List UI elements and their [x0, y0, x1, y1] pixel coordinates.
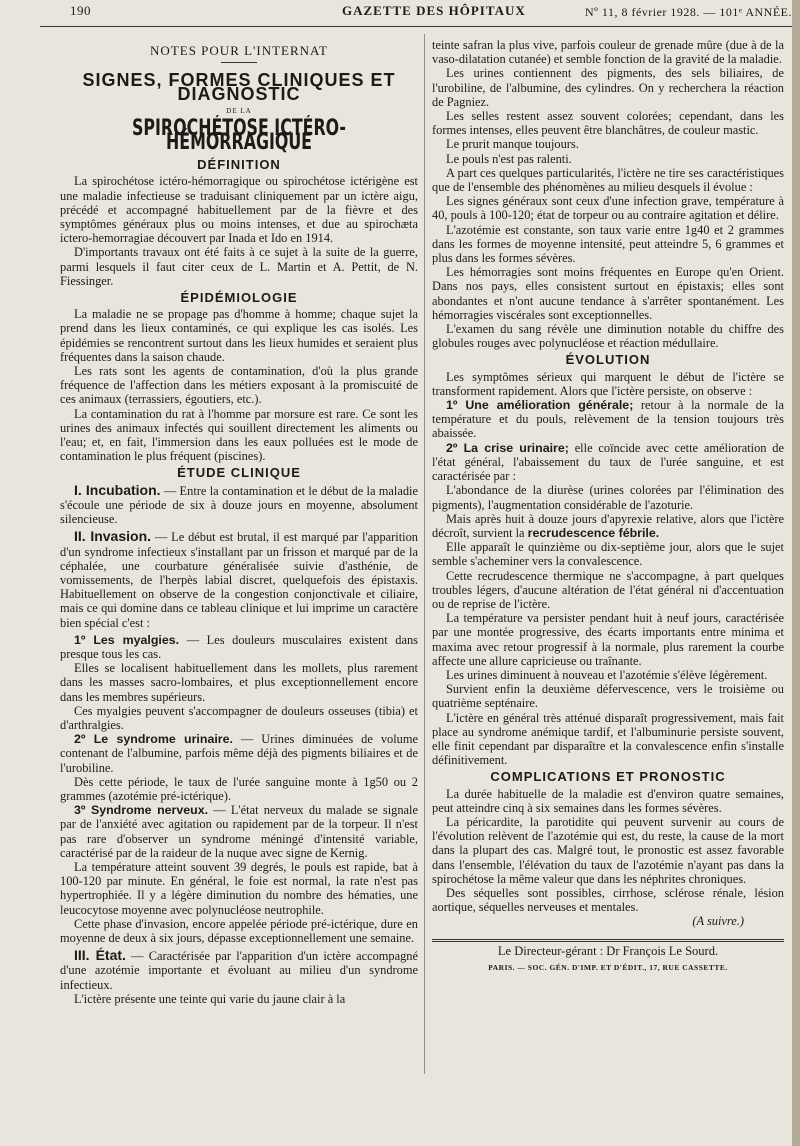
- paragraph: La température atteint souvent 39 degrés, le pouls est rapide, bat à 100-120 par minute. En général, le foie est normal, la rate n'est pas hypertrophiée. Il y a légère diminution du nombre des hématies, une leucocytose moyenne avec polynucléose neutrophile.: [60, 859, 418, 917]
- paragraph: L'ictère présente une teinte qui varie du jaune clair à la: [74, 991, 346, 1006]
- paragraph-amelioration: [432, 398, 784, 441]
- subhead-recrudescence: recrudescence fébrile.: [527, 525, 660, 540]
- paragraph: A part ces quelques particularités, l'ictère ne tire ses caractéristiques que de l'ensemble des phénomènes au milieu desquels il évolue :: [432, 165, 784, 195]
- article-title: SIGNES, FORMES CLINIQUES ET DIAGNOSTIC: [82, 70, 396, 105]
- paragraph: Le prurit manque toujours.: [446, 137, 579, 152]
- paragraph: La contamination du rat à l'homme par morsure est rare. Ce sont les urines des animaux infectés qui souillent directement les aliments ou l'eau; et, en fait, l'immersion dans les eaux polluées est le mode de contamination le plus fréquent (piscines).: [60, 406, 418, 464]
- paragraph: L'abondance de la diurèse (urines colorées par l'élimination des pigments), l'augmentation considérable de l'azoturie.: [432, 483, 784, 512]
- paragraph-text: — Les douleurs musculaires existent dans presque tous les cas.: [60, 632, 418, 661]
- paragraph: Cette recrudescence thermique ne s'accompagne, à part quelques troubles légers, d'aucune altération de l'état général ni d'accentuation ou de reprise de l'ictère.: [432, 568, 784, 611]
- subhead-amelioration: 1º Une amélioration générale;: [446, 398, 634, 413]
- article-title-main: SPIROCHÉTOSE ICTÉRO-HÉMORRAGIQUE: [132, 115, 346, 156]
- section-kicker: NOTES POUR L'INTERNAT: [150, 43, 328, 58]
- paragraph: Les signes généraux sont ceux d'une infection grave, température à 40, pouls à 100-120; état de torpeur ou au contraire agitation et délire.: [432, 194, 784, 223]
- page-edge: [792, 0, 800, 1146]
- paragraph: Survient enfin la deuxième défervescence, vers le troisième ou quatrième septénaire.: [432, 682, 784, 711]
- paragraph: La durée habituelle de la maladie est d'environ quatre semaines, peut atteindre cinq à six semaines dans les formes sévères.: [432, 786, 784, 815]
- paragraph: L'examen du sang révèle une diminution notable du chiffre des globules rouges avec polynucléose et réaction médullaire.: [432, 322, 784, 351]
- subhead-nerveux: 3º Syndrome nerveux.: [74, 803, 209, 818]
- page-header: [40, 0, 794, 27]
- subhead-incubation: I. Incubation.: [74, 481, 161, 498]
- paragraph: teinte safran la plus vive, parfois couleur de grenade mûre (due à de la vaso-dilatation cutanée) et semble fonction de la gravité de la maladie.: [432, 38, 784, 67]
- printer-imprint: PARIS. — SOC. GÉN. D'IMP. ET D'ÉDIT., 17, RUE CASSETTE.: [488, 962, 728, 972]
- paragraph-text: — Caractérisée par l'apparition d'un ictère accompagné d'une azotémie importante et évoluant au milieu d'un syndrome infectieux.: [60, 949, 418, 992]
- article-title-connector: DE LA: [226, 106, 252, 115]
- heading-evolution: ÉVOLUTION: [565, 352, 651, 368]
- paragraph-text: — Entre la contamination et le début de la maladie s'écoule une période de six à douze jours en moyenne, absolument silencieuse.: [60, 483, 418, 527]
- paragraph: La température va persister pendant huit à neuf jours, caractérisée par une montée progressive, des écarts importants entre minima et maxima avec retour progressif à la normale, plus rarement la courbe affecte une allure capricieuse ou traînante.: [432, 611, 784, 668]
- paragraph: D'importants travaux ont été faits à ce sujet à la suite de la guerre, parmi lesquels il faut citer ceux de L. Martin et A. Pettit, de N. Fiessinger.: [60, 245, 418, 288]
- paragraph: Les selles restent assez souvent colorées; cependant, dans les formes intenses, elles peuvent être blanchâtres, de couleur mastic.: [432, 109, 784, 138]
- paragraph-text: — Le début est brutal, il est marqué par l'apparition d'un syndrome infectieux s'installant par un frisson et marqué par de la céphalée, une courbature généralisée suivie d'asthénie, de vomissements, de l'herpès labial discret, quelquefois des épistaxis. Habituellement on observe de la congestion conjonctivale et ciliaire, mais ce qui domine dans ce tableau clinique et lui imprime un caractère bien spécial c'est :: [60, 530, 418, 630]
- heading-complications: COMPLICATIONS ET PRONOSTIC: [490, 769, 726, 785]
- paragraph-text: elle coïncide avec cette amélioration de l'état général, l'abaissement du taux de l'urée sanguine, et est caractérisée par :: [432, 440, 784, 484]
- paragraph-invasion: [60, 529, 418, 629]
- paragraph: Dès cette période, le taux de l'urée sanguine monte à 1g50 ou 2 grammes (azotémie pré-ictérique).: [60, 774, 418, 803]
- paragraph: Les urines contiennent des pigments, des sels biliaires, de l'urobiline, de l'albumine, des cylindres. On y recherchera la réaction de Pagniez.: [432, 66, 784, 109]
- paragraph: L'ictère en général très atténué disparaît progressivement, mais fait place au syndrome anémique tardif, et l'albuminurie persiste souvent, elle finit cependant par disparaître et la convalescence enfin s'installe définitivement.: [432, 710, 784, 768]
- page-number: 190: [70, 3, 91, 18]
- paragraph-nerveux: [60, 803, 418, 860]
- paragraph-etat: [60, 948, 418, 992]
- subhead-crise-urinaire: 2º La crise urinaire;: [446, 440, 569, 455]
- paragraph: Le pouls n'est pas ralenti.: [446, 151, 572, 166]
- paragraph: Les rats sont les agents de contamination, d'où la plus grande fréquence de l'affection dans les métiers exposant à la promiscuité de ces animaux (terrassiers, égoutiers, etc.).: [60, 364, 418, 407]
- paragraph-text: retour à la normale de la température et du pouls, relèvement de la tension toujours très abaissée.: [432, 398, 784, 441]
- paragraph: Les hémorragies sont moins fréquentes en Europe qu'en Orient. Dans nos pays, elles consistent surtout en épistaxis; elles sont abondantes et n'ont aucune tendance à s'arrêter spontanément. Les hémorragies viscérales sont exceptionnelles.: [432, 265, 784, 322]
- heading-etude-clinique: ÉTUDE CLINIQUE: [177, 465, 301, 481]
- paragraph: Elles se localisent habituellement dans les mollets, plus rarement dans les masses sacro-lombaires, et plus exceptionnellement encore dans les membres supérieurs.: [60, 661, 418, 704]
- paragraph-incubation: [60, 483, 418, 527]
- right-column: [432, 38, 784, 975]
- subhead-invasion: II. Invasion.: [74, 528, 152, 545]
- paragraph: Ces myalgies peuvent s'accompagner de douleurs osseuses (tibia) et d'arthralgies.: [60, 703, 418, 732]
- subhead-etat: III. État.: [74, 947, 126, 964]
- heading-epidemiologie: ÉPIDÉMIOLOGIE: [180, 290, 298, 306]
- subhead-myalgies: 1º Les myalgies.: [74, 632, 180, 647]
- paragraph: Les urines diminuent à nouveau et l'azotémie s'élève légèrement.: [446, 667, 768, 682]
- paragraph: L'azotémie est constante, son taux varie entre 1g40 et 2 grammes dans les formes de moyenne intensité, peut atteindre 5, 6 grammes et plus dans les formes sévères.: [432, 222, 784, 266]
- paragraph-text: Mais après huit à douze jours d'apyrexie relative, alors que l'ictère décroît, survient la: [432, 511, 784, 540]
- paragraph: La péricardite, la parotidite qui peuvent survenir au cours de l'évolution relèvent de l'azotémie qui est, du reste, la cause de la mort dans la plupart des cas. Malgré tout, le pronostic est assez favorable dans l'ensemble, l'élévation du taux de l'azotémie n'ayant pas dans la spirochétose la même valeur que dans les néphrites chroniques.: [432, 814, 784, 886]
- paragraph-recrudescence: [432, 512, 784, 540]
- kicker-rule: [221, 62, 257, 63]
- paragraph-crise: [432, 441, 784, 484]
- to-be-continued: (A suivre.): [692, 914, 744, 929]
- paragraph-text: — L'état nerveux du malade se signale par de l'anxiété avec agitation ou rapidement par de la torpeur. Il n'est pas rare d'observer un syndrome méningé d'intensité variable, caractérisé par de la raideur de la nuque avec signe de Kernig.: [60, 803, 418, 860]
- paragraph: La maladie ne se propage pas d'homme à homme; chaque sujet la prend dans les lieux contaminés, ce qui explique les cas isolés. Les épidémies se rencontrent surtout dans les lieux humides et seraient plus fréquentes dans la saison chaude.: [60, 307, 418, 364]
- paragraph-text: — Urines diminuées de volume contenant de l'albumine, parfois même déjà des pigments biliaires et de l'urobiline.: [60, 732, 418, 775]
- subhead-urinaire: 2º Le syndrome urinaire.: [74, 732, 233, 747]
- paragraph-myalgies: [60, 633, 418, 661]
- left-column: [60, 38, 418, 1006]
- director-signature: Le Directeur-gérant : Dr François Le Sourd.: [432, 939, 784, 958]
- paragraph: Les symptômes sérieux qui marquent le début de l'ictère se transforment rapidement. Alors que l'ictère persiste, on observe :: [432, 369, 784, 398]
- column-divider: [424, 34, 425, 1074]
- journal-title: GAZETTE DES HÔPITAUX: [342, 3, 526, 18]
- paragraph: Des séquelles sont possibles, cirrhose, sclérose rénale, lésion aortique, séquelles nerveuses et mentales.: [432, 885, 784, 915]
- heading-definition: DÉFINITION: [197, 157, 281, 173]
- paragraph-urinaire: [60, 732, 418, 775]
- paragraph: Elle apparaît le quinzième ou dix-septième jour, alors que le sujet semble s'acheminer vers la convalescence.: [432, 540, 784, 569]
- paragraph: La spirochétose ictéro-hémorragique ou spirochétose ictérigène est une maladie infectieuse se traduisant cliniquement par un ictère aigu, précédé et accompagné habituellement par de la fièvre et des symptômes généraux plus ou moins intenses, et due au spirochæta ictero-hemorragiae découvert par Inada et Ido en 1914.: [60, 174, 418, 246]
- issue-info: Nº 11, 8 février 1928. — 101ᵉ ANNÉE.: [585, 5, 792, 19]
- paragraph: Cette phase d'invasion, encore appelée période pré-ictérique, dure en moyenne de deux à six jours, dépasse exceptionnellement une semaine.: [60, 916, 418, 945]
